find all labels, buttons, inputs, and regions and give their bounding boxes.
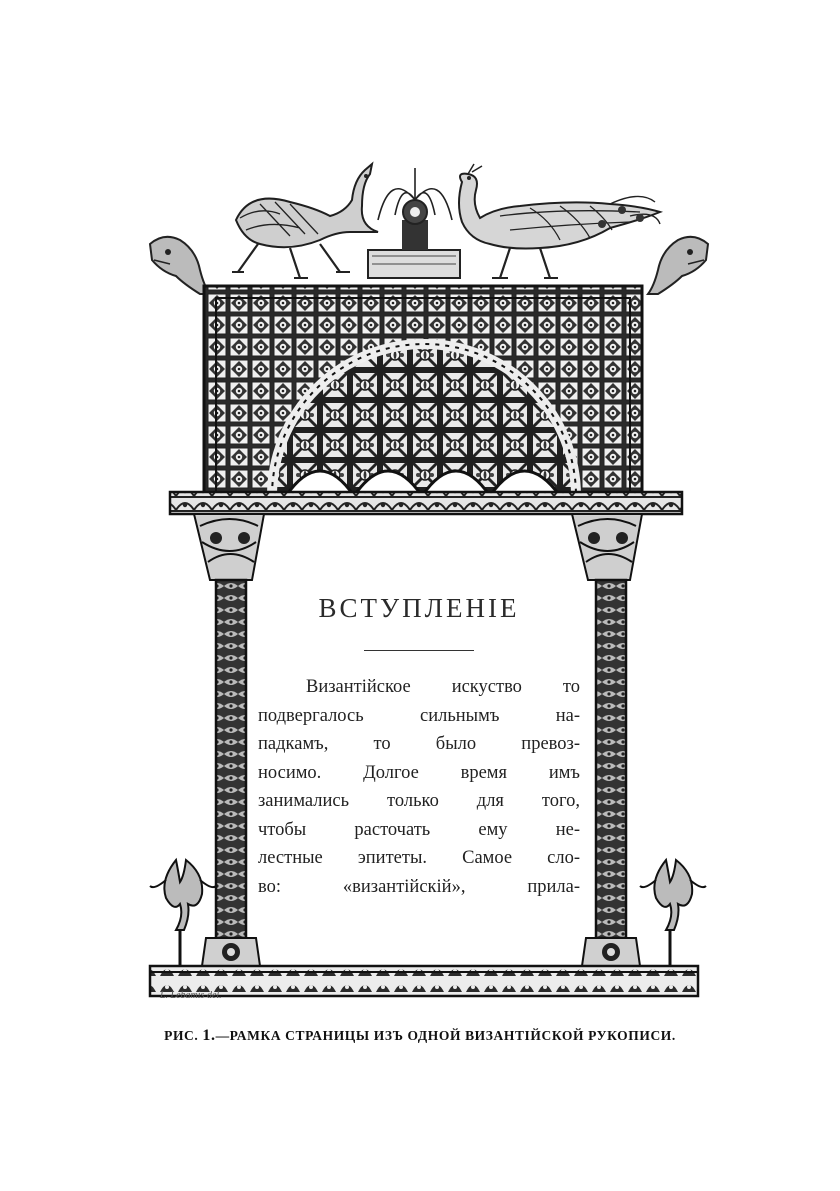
- peacock-icon: [459, 164, 660, 278]
- title-divider: [364, 650, 474, 651]
- text-line: Византiйское искуство то: [306, 677, 580, 697]
- right-capital: [572, 514, 642, 580]
- chapter-title: ВСТУПЛЕНIЕ: [318, 593, 520, 623]
- right-column-base: [582, 938, 640, 966]
- framed-page-text: [258, 555, 580, 901]
- left-column: [216, 580, 246, 938]
- caption-prefix: РИС.: [164, 1028, 199, 1043]
- text-line: во: «византiйскiй», прила-: [258, 876, 580, 897]
- text-line: падкамъ, то было превоз-: [258, 734, 580, 754]
- text-line: занимались только для того,: [258, 791, 580, 811]
- body-text: [258, 673, 580, 901]
- text-line: лестные эпитеты. Самое сло-: [258, 848, 580, 868]
- lily-finial-icon: [640, 860, 706, 966]
- engraver-signature: L. Lebamis del.: [160, 990, 222, 1001]
- right-column: [596, 580, 626, 938]
- gargoyle-head-icon: [150, 237, 210, 294]
- text-line: чтобы расточать ему не-: [258, 819, 580, 840]
- upper-cornice: [170, 492, 682, 514]
- caption-number: 1.: [202, 1027, 216, 1044]
- gargoyle-head-icon: [648, 237, 708, 294]
- left-column-base: [202, 938, 260, 966]
- peacock-icon: [232, 164, 378, 278]
- fountain-icon: [368, 168, 460, 278]
- caption-text: —РАМКА СТРАНИЦЫ ИЗЪ ОДНОЙ ВИЗАНТIЙСКОЙ РУКОПИСИ.: [215, 1028, 676, 1043]
- arch-panel: [204, 286, 642, 496]
- text-line: подвергалось сильнымъ на-: [258, 705, 580, 726]
- left-capital: [194, 514, 264, 580]
- figure-caption: [0, 1027, 840, 1045]
- lower-plinth: [150, 966, 698, 996]
- text-line: носимо. Долгое время имъ: [258, 762, 580, 783]
